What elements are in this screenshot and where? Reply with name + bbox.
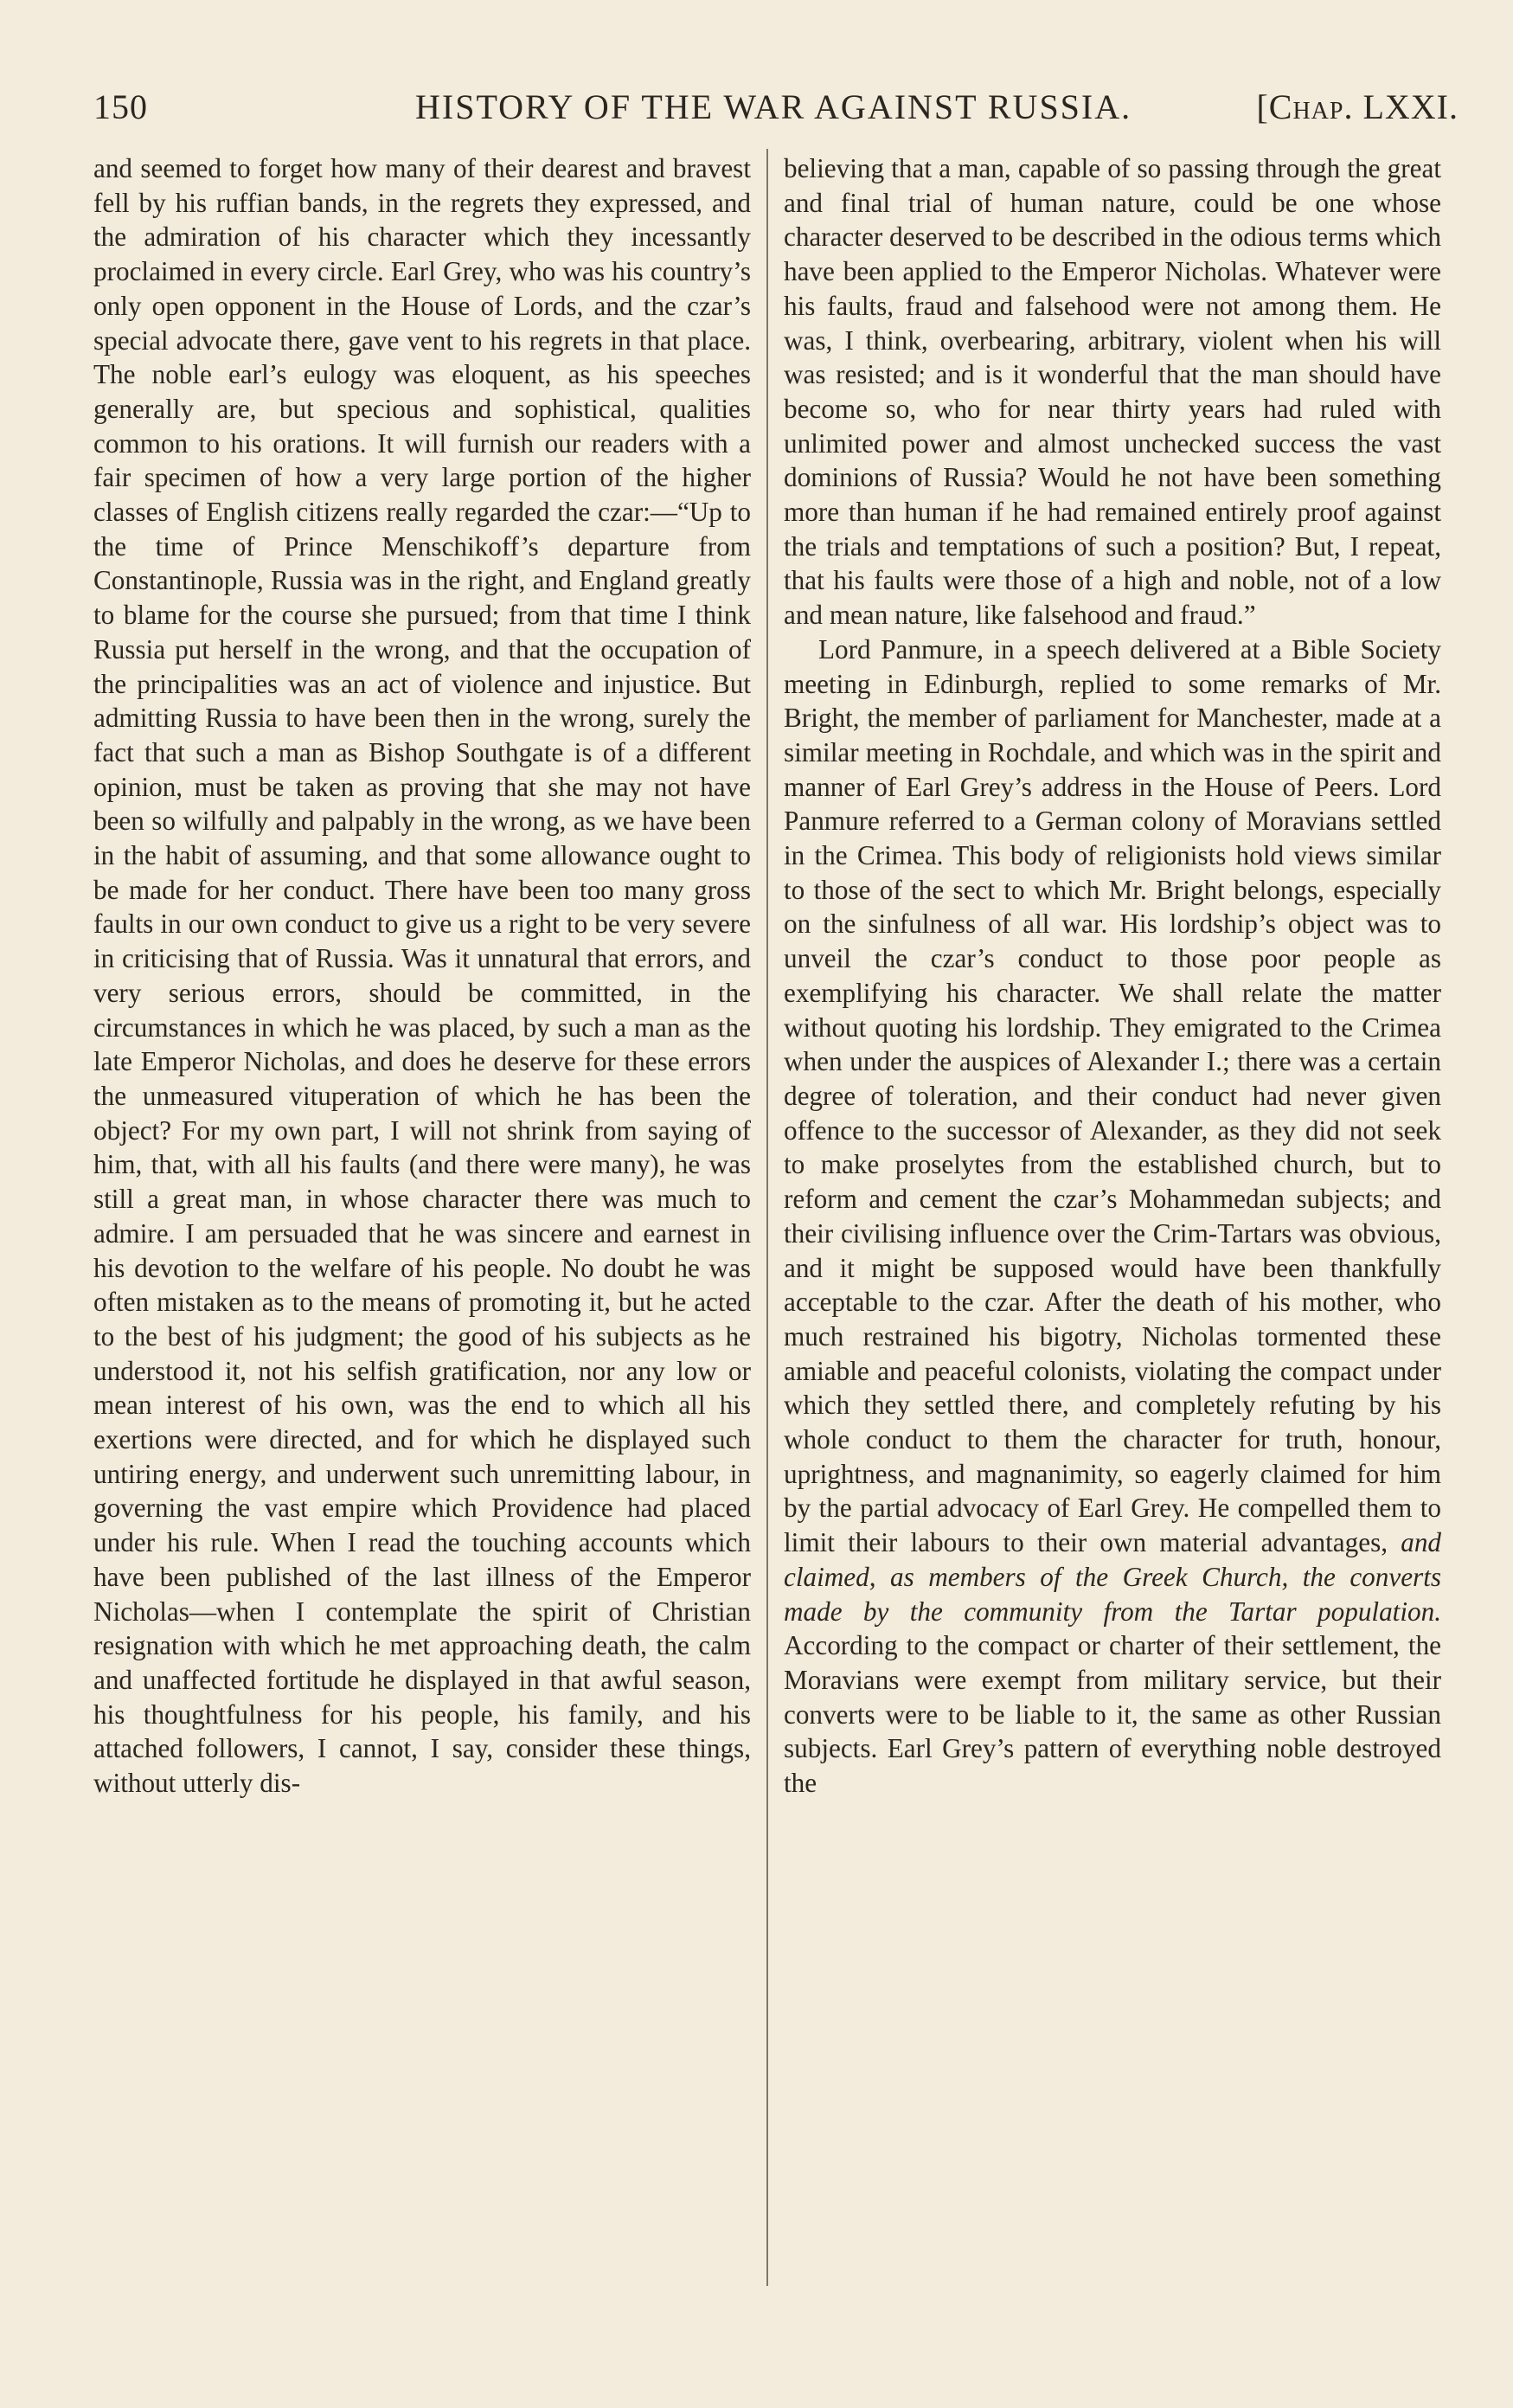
column-divider <box>766 149 768 2286</box>
right-column-paragraph-2 <box>784 633 1441 1801</box>
page-number: 150 <box>93 87 148 126</box>
running-head <box>93 87 1459 138</box>
paragraph-2-text-end: According to the compact or charter of their settlement, the Moravians were exempt from military service, but their converts were to be liable to it, the same as other Russian subjects. Earl Grey’s pattern of everything noble destroyed the <box>784 1630 1441 1799</box>
chapter-reference: [Chap. LXXI. <box>1256 87 1459 126</box>
left-column <box>93 151 751 1801</box>
running-title: HISTORY OF THE WAR AGAINST RUSSIA. <box>415 87 1132 126</box>
paragraph-2-text-start: Lord Panmure, in a speech delivered at a Bible Society meeting in Edinburgh, replied to some remarks of Mr. Bright, the member of parliament for Manchester, made at a similar meeting in Rochdale, and which was in the spirit and manner of Earl Grey’s address in the House of Peers. Lord Panmure referred to a German colony of Moravians settled in the Crimea. This body of religionists hold views similar to those of the sect to which Mr. Bright belongs, especially on the sinfulness of all war. His lordship’s object was to unveil the czar’s conduct to those poor people as exemplifying his character. We shall relate the matter without quoting his lordship. They emigrated to the Crimea when under the auspices of Alexander I.; there was a certain degree of toleration, and their conduct had never given offence to the successor of Alexander, as they did not seek to make proselytes from the established church, but to reform and cement the czar’s Mohammedan subjects; and their civilising influence over the Crim-Tartars was obvious, and it might be supposed would have been thankfully acceptable to the czar. After the death of his mother, who much restrained his bigotry, Nicholas tormented these amiable and peaceful colonists, violating the compact under which they settled there, and completely refuting by his whole conduct to them the character for truth, honour, uprightness, and magnanimity, so eagerly claimed for him by the partial advocacy of Earl Grey. He compelled them to limit their labours to their own material advantages, <box>784 633 1441 1558</box>
right-column <box>784 151 1441 1801</box>
right-column-paragraph-1: believing that a man, capable of so passing through the great and final trial of human nature, could be one whose character deserved to be described in the odious terms which have been applied to the Emperor Nicholas. Whatever were his faults, fraud and falsehood were not among them. He was, I think, overbearing, arbitrary, violent when his will was resisted; and is it wonderful that the man should have become so, who for near thirty years had ruled with unlimited power and almost unchecked success the vast dominions of Russia? Would he not have been something more than human if he had remained entirely proof against the trials and temptations of such a position? But, I repeat, that his faults were those of a high and noble, not of a low and mean nature, like falsehood and fraud.” <box>784 153 1441 631</box>
left-column-paragraph: and seemed to forget how many of their dearest and bravest fell by his ruffian bands, in the regrets they expressed, and the admiration of his character which they incessantly proclaimed in every circle. Earl Grey, who was his country’s only open opponent in the House of Lords, and the czar’s special advocate there, gave vent to his regrets in that place. The noble earl’s eulogy was eloquent, as his speeches generally are, but specious and sophistical, qualities common to his orations. It will furnish our readers with a fair specimen of how a very large portion of the higher classes of English citizens really regarded the czar:—“Up to the time of Prince Menschikoff’s departure from Constantinople, Russia was in the right, and England greatly to blame for the course she pursued; from that time I think Russia put herself in the wrong, and that the occupation of the principalities was an act of violence and injustice. But admitting Russia to have been then in the wrong, surely the fact that such a man as Bishop Southgate is of a different opinion, must be taken as proving that she may not have been so wilfully and palpably in the wrong, as we have been in the habit of assuming, and that some allowance ought to be made for her conduct. There have been too many gross faults in our own conduct to give us a right to be very severe in criticising that of Russia. Was it unnatural that errors, and very serious errors, should be committed, in the circumstances in which he was placed, by such a man as the late Emperor Nicholas, and does he deserve for these errors the unmeasured vituperation of which he has been the object? For my own part, I will not shrink from saying of him, that, with all his faults (and there were many), he was still a great man, in whose character there was much to admire. I am persuaded that he was sincere and earnest in his devotion to the welfare of his people. No doubt he was often mistaken as to the means of promoting it, but he acted to the best of his judgment; the good of his subjects as he understood it, not his selfish gratification, nor any low or mean interest of his own, was the end to which all his exertions were directed, and for which he displayed such untiring energy, and underwent such unremitting labour, in governing the vast empire which Providence had placed under his rule. When I read the touching accounts which have been published of the last illness of the Emperor Nicholas—when I contemplate the spirit of Christian resignation with which he met approaching death, the calm and unaffected fortitude he displayed in that awful season, his thoughtfulness for his people, his family, and his attached followers, I cannot, I say, consider these things, without utterly dis- <box>93 153 751 1799</box>
paragraph-2-italic-text: and claimed, as members of the Greek Church, the converts made by the community from the Tartar population. <box>784 1527 1441 1627</box>
